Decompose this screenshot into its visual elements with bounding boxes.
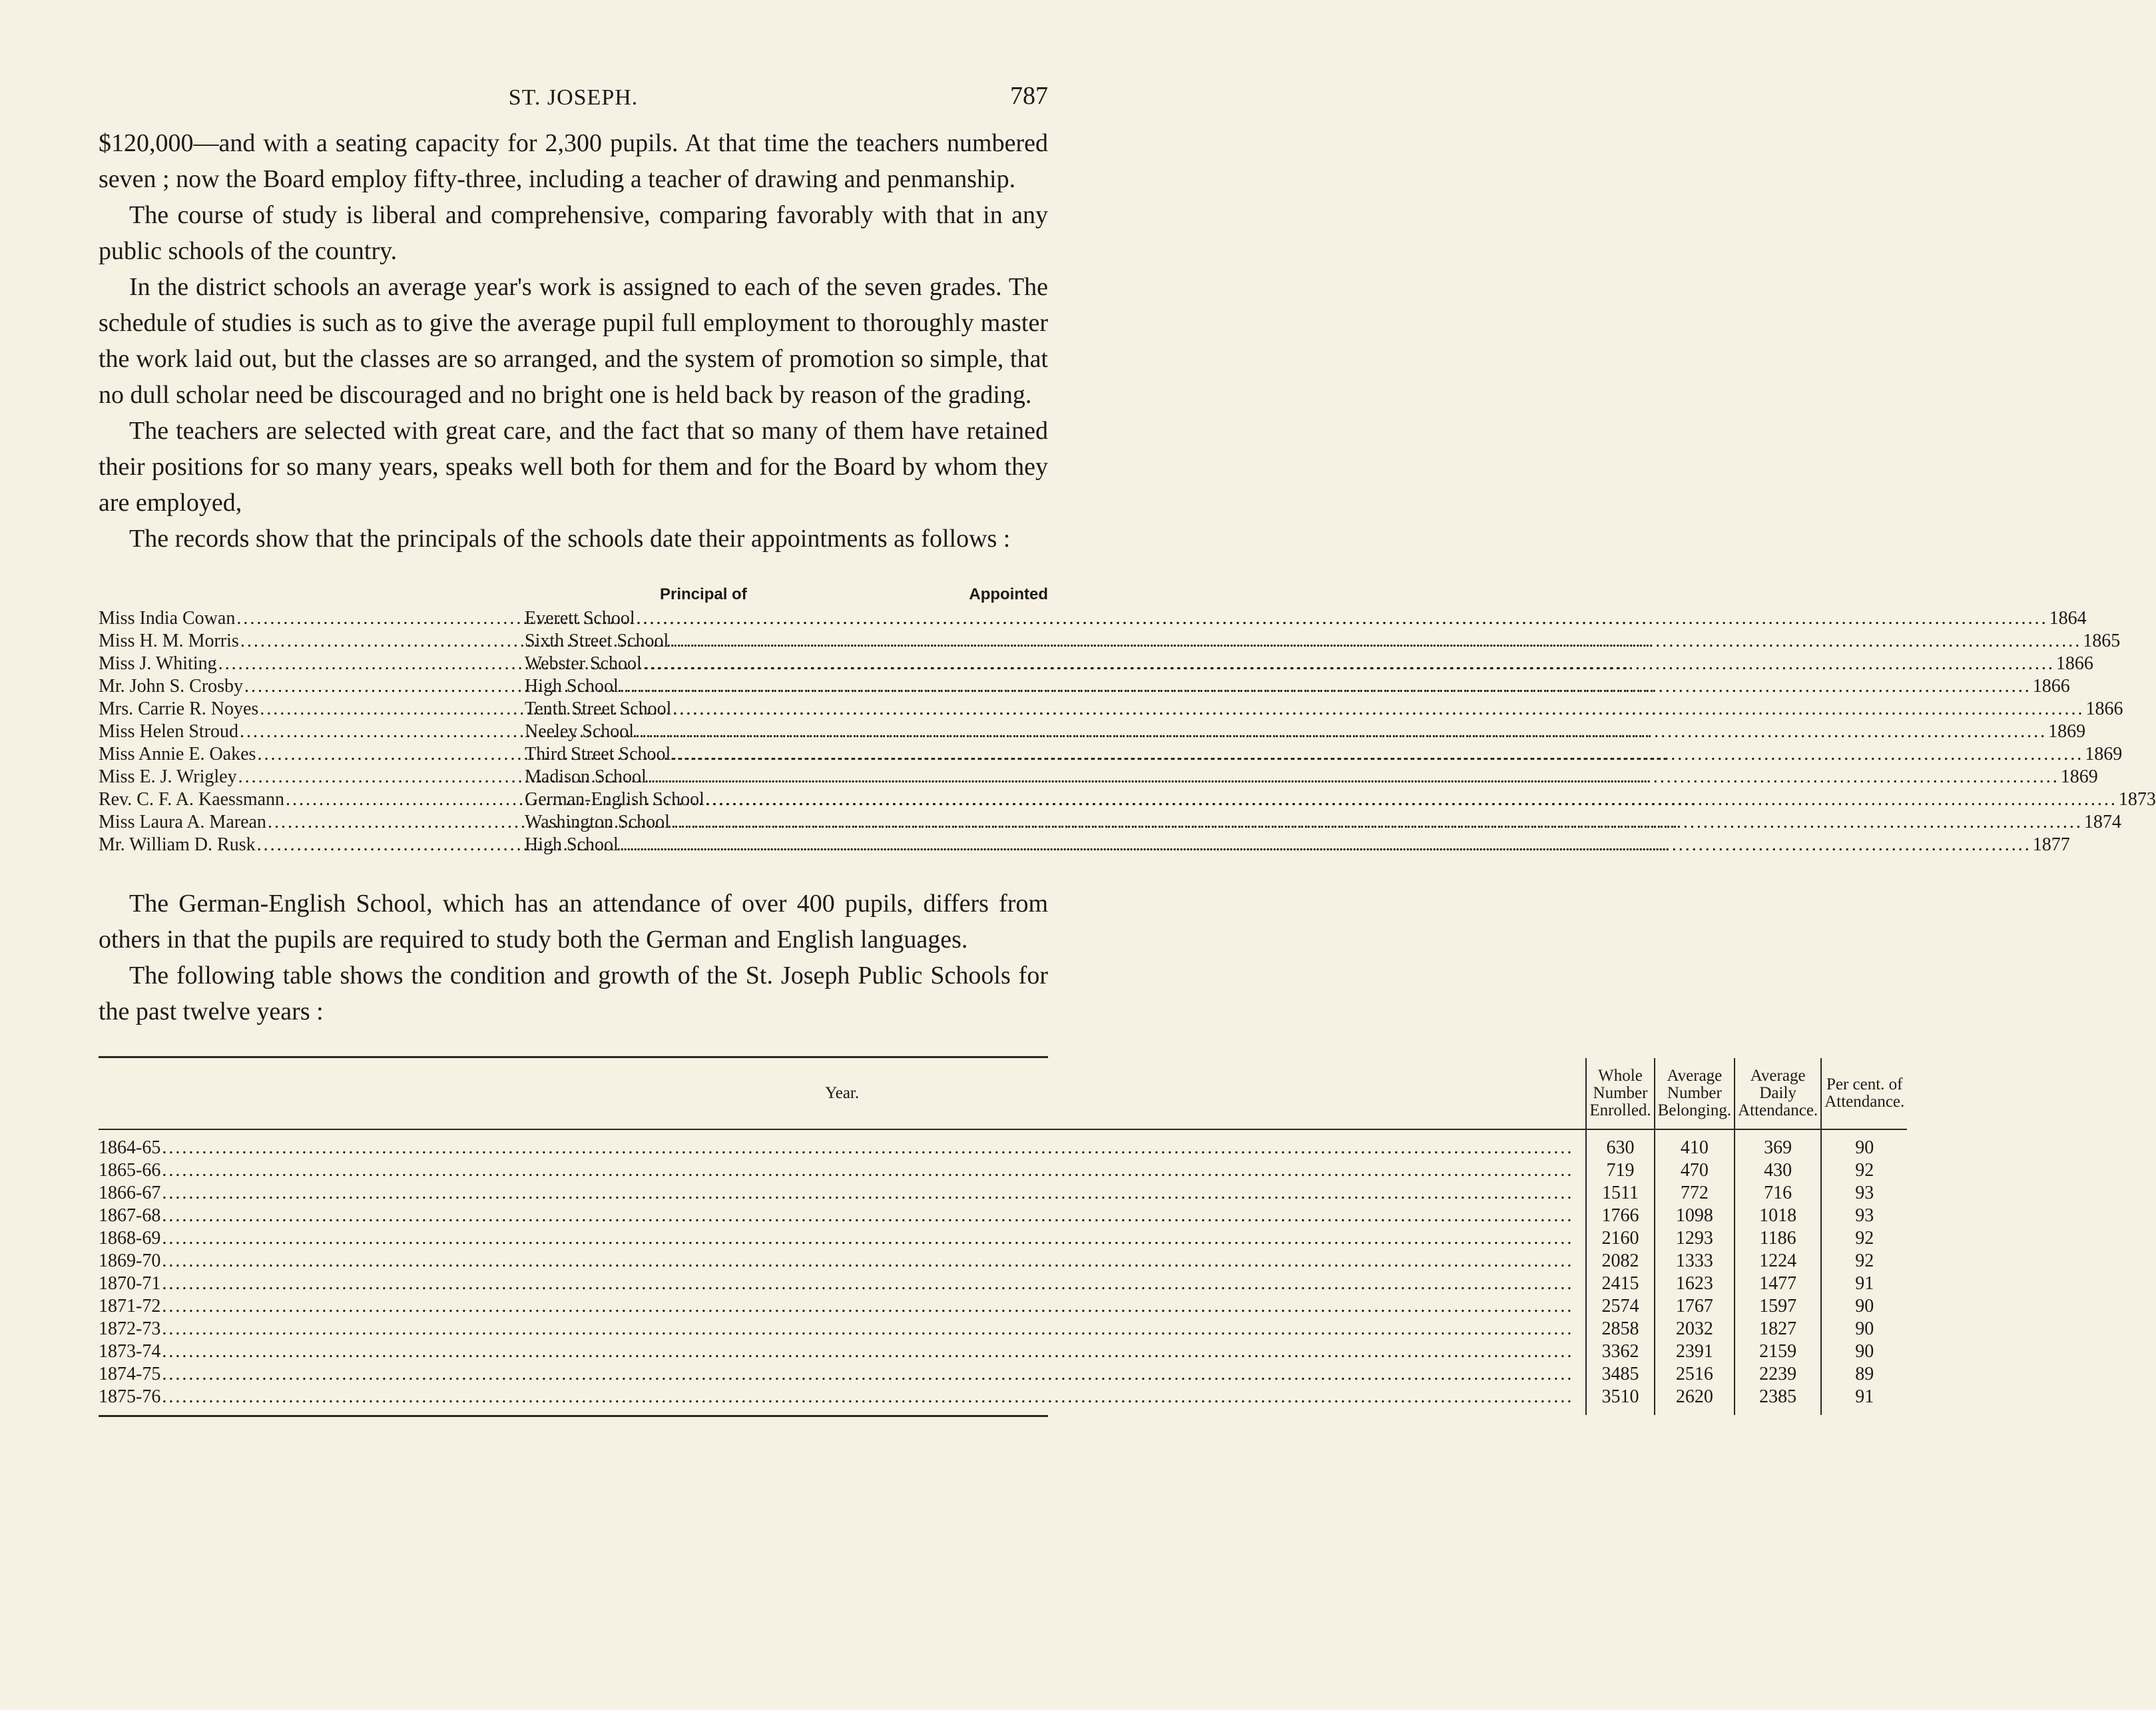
paragraph-3: In the district schools an average year's work is assigned to each of the seven grades. The schedule of studies is such as to give the average pupil full employment to thoroughly master the work laid out, but the classes are so arranged, and the system of promotion so simple, that no dull scholar need be discouraged and no bright one is held back by reason of the grading. [99,273,1048,409]
principal-row [99,607,2087,630]
principal-school: High School [525,834,619,855]
cell-attendance: 1477 [1735,1273,1821,1295]
cell-attendance: 2159 [1735,1340,1821,1363]
dot-leader [162,1205,1573,1227]
cell-belonging: 470 [1655,1159,1735,1182]
dot-leader [162,1295,1573,1318]
principal-year: 1865 [2083,631,2121,651]
principals-list [99,583,2156,856]
cell-enrolled: 3485 [1586,1363,1654,1386]
principal-name: Miss Annie E. Oakes [99,744,256,764]
running-head [99,79,1048,125]
dot-leader [671,811,2083,834]
statistics-table [99,1056,1905,1417]
cell-enrolled: 630 [1586,1129,1654,1159]
principal-name: Miss Helen Stroud [99,721,238,742]
principal-year: 1866 [2085,699,2123,719]
principal-row [99,743,2123,766]
dot-leader [162,1318,1573,1340]
dot-leader [162,1273,1573,1295]
table-row [99,1363,1907,1386]
cell-year: 1866-67 ..... [99,1182,1586,1205]
principal-row [99,653,2093,675]
dot-leader [162,1363,1573,1386]
table-header-row [99,1058,1907,1129]
principal-row [99,788,2156,811]
paragraph-4: The teachers are selected with great care, and the fact that so many of them have retained their positions for so many years, speaks well both for them and for the Board by whom they are employed, [99,417,1048,517]
cell-percent: 93 [1821,1205,1907,1227]
cell-attendance: 1018 [1735,1205,1821,1227]
principal-name: Miss India Cowan [99,608,236,629]
cell-percent: 91 [1821,1273,1907,1295]
cell-attendance: 1827 [1735,1318,1821,1340]
cell-percent: 90 [1821,1318,1907,1340]
cell-year: 1868-69 ..... [99,1227,1586,1250]
cell-year: 1875-76 ..... [99,1386,1586,1415]
dot-leader [162,1159,1573,1182]
paragraph-2: The course of study is liberal and comprehensive, comparing favorably with that in any public schools of the country. [99,201,1048,265]
principal-year: 1874 [2083,812,2121,832]
cell-enrolled: 3510 [1586,1386,1654,1415]
cell-year: 1870-71 ..... [99,1273,1586,1295]
cell-year: 1865-66 ..... [99,1159,1586,1182]
table-row [99,1295,1907,1318]
cell-enrolled: 2160 [1586,1227,1654,1250]
cell-enrolled: 1766 [1586,1205,1654,1227]
principal-school: Neeley School [525,721,635,742]
table-row [99,1318,1907,1340]
cell-percent: 90 [1821,1129,1907,1159]
principal-year: 1869 [2060,766,2098,787]
principal-row [99,630,2121,653]
principal-row [99,834,2070,856]
cell-attendance: 716 [1735,1182,1821,1205]
principals-header [99,583,1048,607]
cell-percent: 90 [1821,1340,1907,1363]
cell-belonging: 1623 [1655,1273,1735,1295]
dot-leader [672,743,2083,766]
cell-enrolled: 719 [1586,1159,1654,1182]
cell-percent: 92 [1821,1250,1907,1273]
cell-enrolled: 2574 [1586,1295,1654,1318]
dot-leader [162,1386,1573,1408]
header-enrolled: Whole Number Enrolled. [1586,1058,1654,1129]
dot-leader [706,788,2117,811]
principal-year: 1866 [2032,676,2070,697]
cell-belonging: 1293 [1655,1227,1735,1250]
cell-year: 1867-68 ..... [99,1205,1586,1227]
cell-year: 1864-65 ..... [99,1129,1586,1159]
principal-school: Third Street School [525,744,671,764]
cell-year: 1871-72 ..... [99,1295,1586,1318]
cell-enrolled: 1511 [1586,1182,1654,1205]
dot-leader [162,1182,1573,1205]
cell-belonging: 1767 [1655,1295,1735,1318]
statistics-grid [99,1058,1907,1415]
principal-school: Tenth Street School [525,699,672,719]
cell-percent: 92 [1821,1227,1907,1250]
principal-row [99,675,2070,698]
cell-attendance: 2385 [1735,1386,1821,1415]
principal-name: Miss J. Whiting [99,653,217,674]
cell-percent: 93 [1821,1182,1907,1205]
principal-year: 1873 [2118,789,2156,810]
dot-leader [643,653,2055,675]
dot-leader [635,720,2047,743]
principal-year: 1866 [2055,653,2093,674]
principal-name: Mrs. Carrie R. Noyes [99,699,259,719]
dot-leader [673,698,2084,720]
table-row [99,1250,1907,1273]
cell-enrolled: 2415 [1586,1273,1654,1295]
cell-attendance: 430 [1735,1159,1821,1182]
principal-name: Mr. William D. Rusk [99,834,256,855]
table-row [99,1182,1907,1205]
principal-year: 1869 [2085,744,2123,764]
principal-school: High School [525,676,619,697]
principal-school: Madison School [525,766,647,787]
cell-belonging: 1333 [1655,1250,1735,1273]
table-row [99,1340,1907,1363]
cell-year: 1869-70 ..... [99,1250,1586,1273]
principal-name: Rev. C. F. A. Kaessmann [99,789,285,810]
table-row [99,1273,1907,1295]
principal-row [99,720,2086,743]
cell-attendance: 1597 [1735,1295,1821,1318]
header-percent: Per cent. of Attendance. [1821,1058,1907,1129]
principal-school: Washington School [525,812,670,832]
cell-enrolled: 2082 [1586,1250,1654,1273]
dot-leader [637,607,2048,630]
principal-name: Miss H. M. Morris [99,631,239,651]
dot-leader [162,1340,1573,1363]
cell-belonging: 772 [1655,1182,1735,1205]
paragraph-7: The following table shows the condition and growth of the St. Joseph Public Schools for the past twelve years : [99,962,1048,1025]
principal-row [99,698,2123,720]
table-body [99,1129,1907,1415]
principal-row [99,811,2121,834]
cell-year: 1874-75 ..... [99,1363,1586,1386]
cell-percent: 91 [1821,1386,1907,1415]
header-attendance: Average Daily Attendance. [1735,1058,1821,1129]
cell-percent: 89 [1821,1363,1907,1386]
table-row [99,1227,1907,1250]
cell-attendance: 1224 [1735,1250,1821,1273]
column-header-principal-of: Principal of [660,585,747,603]
page-number: 787 [1010,82,1048,110]
dot-leader [620,834,2031,856]
dot-leader [162,1137,1573,1159]
principal-school: Sixth Street School [525,631,669,651]
cell-percent: 90 [1821,1295,1907,1318]
principal-year: 1864 [2049,608,2087,629]
principal-rows [99,607,2156,856]
principal-year: 1877 [2032,834,2070,855]
principal-school: Webster School [525,653,642,674]
page [99,79,2156,1417]
table-row [99,1386,1907,1415]
cell-belonging: 2620 [1655,1386,1735,1415]
cell-attendance: 369 [1735,1129,1821,1159]
cell-attendance: 2239 [1735,1363,1821,1386]
cell-percent: 92 [1821,1159,1907,1182]
cell-year: 1873-74 ..... [99,1340,1586,1363]
principal-year: 1869 [2048,721,2086,742]
principal-school: German-English School [525,789,704,810]
paragraph-1: $120,000—and with a seating capacity for 2,300 pupils. At that time the teachers numbered seven ; now the Board employ fifty-three, including a teacher of drawing and penmanship. [99,129,1048,193]
cell-enrolled: 2858 [1586,1318,1654,1340]
principal-school: Everett School [525,608,635,629]
cell-year: 1872-73 ..... [99,1318,1586,1340]
principal-name: Miss Laura A. Marean [99,812,266,832]
dot-leader [620,675,2031,698]
running-title: ST. JOSEPH. [508,85,639,110]
cell-belonging: 2391 [1655,1340,1735,1363]
principal-name: Miss E. J. Wrigley [99,766,237,787]
paragraph-5: The records show that the principals of the schools date their appointments as follows : [129,525,1011,553]
principal-name: Mr. John S. Crosby [99,676,244,697]
cell-belonging: 410 [1655,1129,1735,1159]
dot-leader [670,630,2081,653]
table-row [99,1205,1907,1227]
cell-enrolled: 3362 [1586,1340,1654,1363]
column-header-appointed: Appointed [969,585,1048,603]
table-row [99,1129,1907,1159]
cell-attendance: 1186 [1735,1227,1821,1250]
principal-row [99,766,2098,788]
table-row [99,1159,1907,1182]
cell-belonging: 2516 [1655,1363,1735,1386]
cell-belonging: 1098 [1655,1205,1735,1227]
paragraph-6: The German-English School, which has an attendance of over 400 pupils, differs from others in that the pupils are required to study both the German and English languages. [99,890,1048,954]
header-belonging: Average Number Belonging. [1655,1058,1735,1129]
dot-leader [648,766,2059,788]
header-year: Year. [99,1058,1586,1129]
dot-leader [162,1227,1573,1250]
cell-belonging: 2032 [1655,1318,1735,1340]
dot-leader [162,1250,1573,1273]
